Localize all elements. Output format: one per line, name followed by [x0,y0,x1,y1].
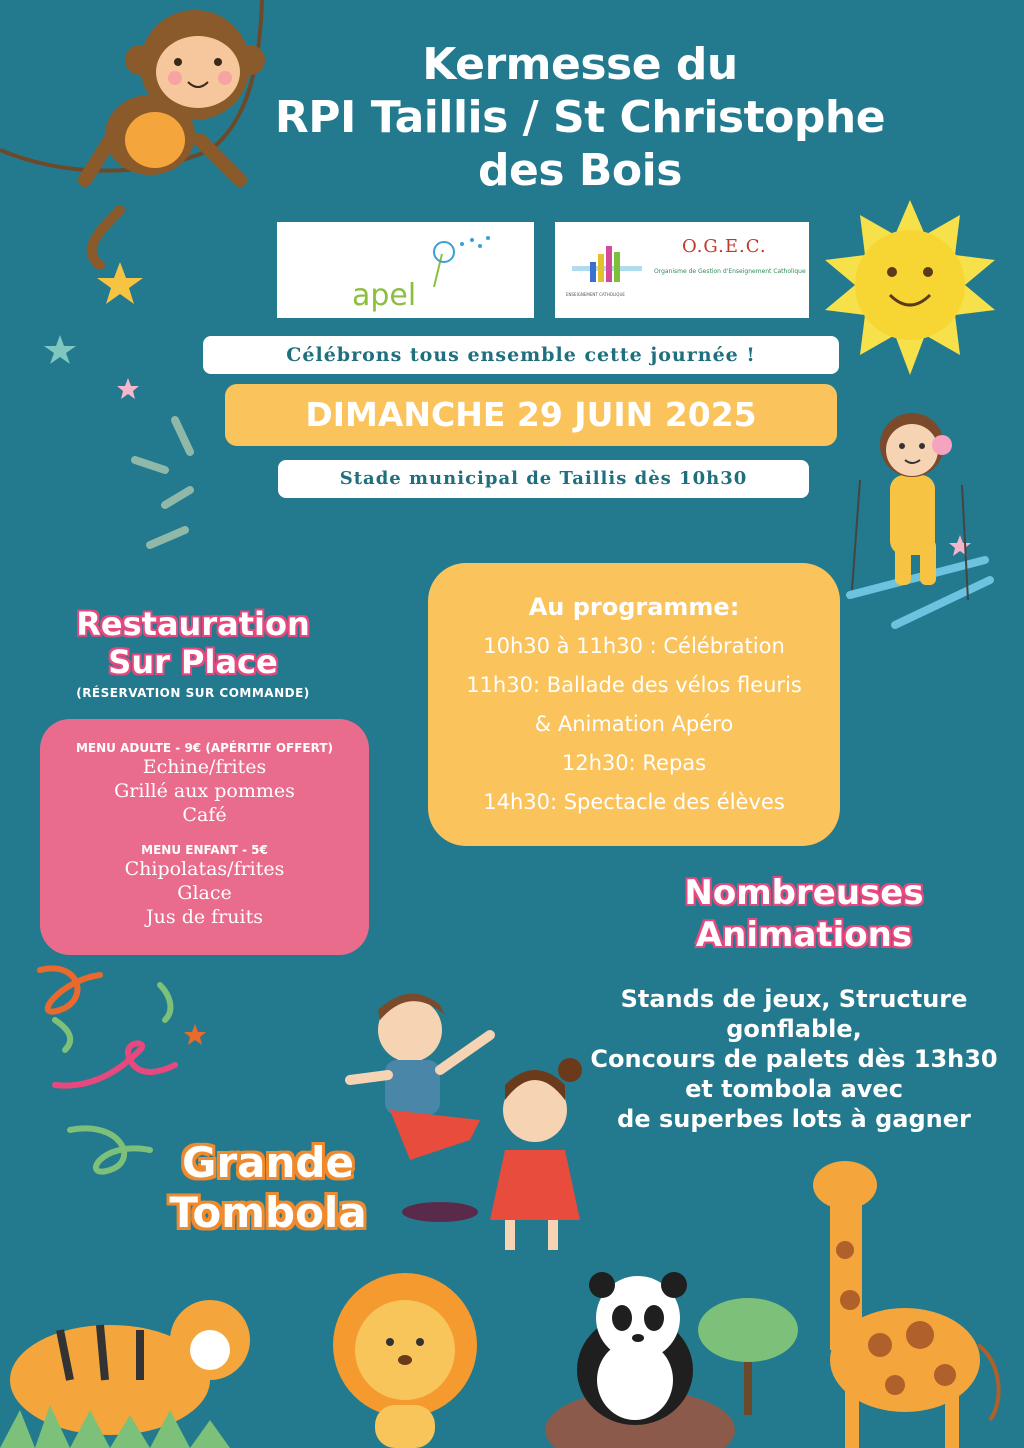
animations-description [590,984,998,1134]
star-decoration [44,335,76,364]
event-location-banner: Stade municipal de Taillis dès 10h30 [278,460,809,498]
star-decoration [184,1024,206,1045]
animations-line: et tombola avec [685,1075,903,1103]
child-menu-item: Glace [177,882,232,904]
sun-illustration [825,200,995,375]
restauration-heading-line: Sur Place [108,643,278,681]
tombola-heading [158,1138,378,1238]
event-title-line: RPI Taillis / St Christophe [274,92,886,143]
child-menu-heading: MENU ENFANT - 5€ [141,843,268,857]
ogec-logo-caption: ENSEIGNEMENT CATHOLIQUE [566,292,625,297]
giraffe-illustration [813,1161,999,1448]
ogec-logo-title: O.G.E.C. [682,236,767,257]
dash-decoration [135,420,190,545]
menu-card [40,719,369,955]
event-title-line: des Bois [478,145,682,196]
programme-item: 12h30: Repas [561,751,707,775]
tagline-banner: Célébrons tous ensemble cette journée ! [203,336,839,374]
event-title [200,38,960,197]
kids-illustration [350,994,582,1250]
lion-illustration [333,1273,477,1448]
restauration-heading [60,605,326,681]
tiger-illustration [0,1300,250,1448]
programme-item: 14h30: Spectacle des élèves [483,790,785,814]
event-date-banner: DIMANCHE 29 JUIN 2025 [225,384,837,446]
apel-logo-text: apel [352,278,417,313]
dandelion-icon [420,232,500,292]
star-decoration [97,262,143,304]
animations-heading [654,872,954,956]
star-decoration [949,535,971,556]
programme-title: Au programme: [528,593,740,621]
child-menu-item: Jus de fruits [146,906,263,928]
skier-girl-illustration [850,413,990,625]
child-menu-item: Chipolatas/frites [124,858,285,880]
animations-line: gonflable, [726,1015,862,1043]
adult-menu-item: Echine/frites [142,756,267,778]
animations-line: Stands de jeux, Structure [620,985,968,1013]
tree-illustration [698,1298,798,1415]
programme-item: 11h30: Ballade des vélos fleuris [466,673,802,697]
adult-menu-item: Café [182,804,227,826]
restauration-heading-line: Restauration [76,605,310,643]
ogec-logo-subtitle: Organisme de Gestion d'Enseignement Catholique [654,268,806,275]
animations-heading-line: Nombreuses [684,873,924,913]
ogec-emblem-icon [572,240,642,290]
animations-line: Concours de palets dès 13h30 [590,1045,998,1073]
animations-heading-line: Animations [695,915,913,955]
animations-line: de superbes lots à gagner [617,1105,971,1133]
programme-item: & Animation Apéro [534,712,734,736]
programme-card [428,563,840,846]
programme-item: 10h30 à 11h30 : Célébration [483,634,785,658]
tombola-heading-line: Grande [182,1138,354,1187]
panda-illustration [545,1272,735,1448]
adult-menu-heading: MENU ADULTE - 9€ (APÉRITIF OFFERT) [75,741,333,755]
star-decoration [117,378,139,399]
reservation-note: (RÉSERVATION SUR COMMANDE) [76,686,310,700]
tombola-heading-line: Tombola [169,1188,367,1237]
confetti-decoration [40,968,175,1171]
event-title-line: Kermesse du [422,39,738,90]
adult-menu-item: Grillé aux pommes [114,780,295,802]
